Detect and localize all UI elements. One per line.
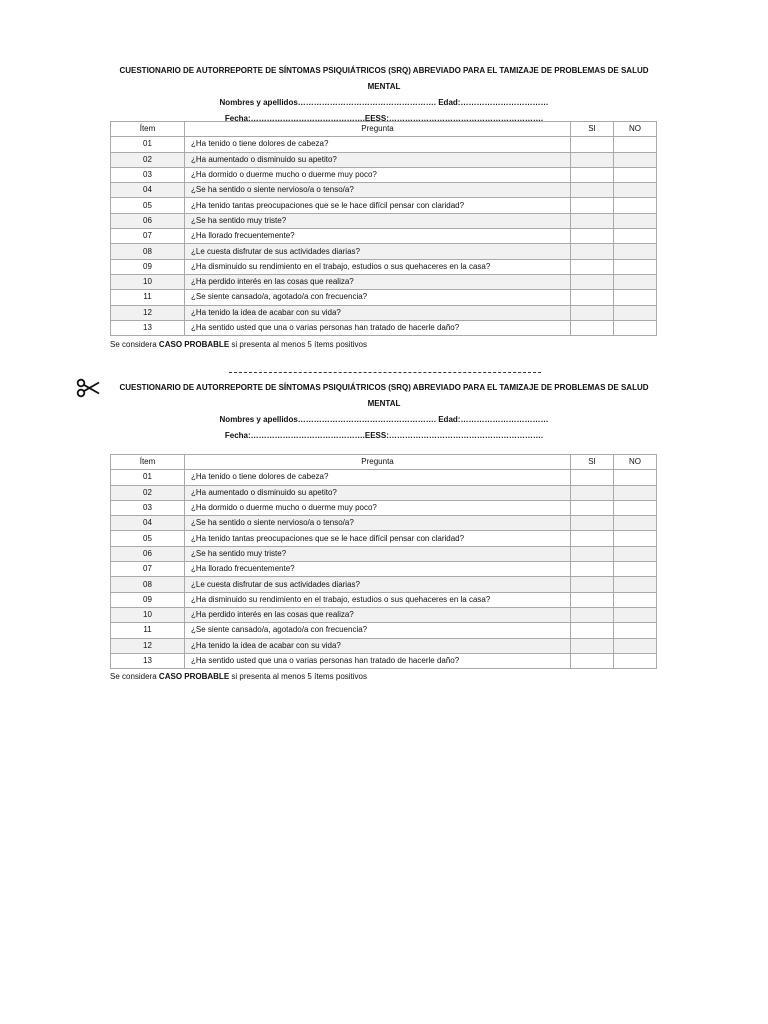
- item-number: 10: [111, 607, 185, 622]
- question-text: ¿Ha llorado frecuentemente?: [185, 229, 571, 244]
- table-row: [111, 653, 657, 668]
- item-number: 02: [111, 152, 185, 167]
- yes-cell[interactable]: [571, 229, 614, 244]
- form-title-line1: CUESTIONARIO DE AUTORREPORTE DE SÍNTOMAS PSIQUIÁTRICOS (SRQ) ABREVIADO PARA EL TAMIZAJE DE PROBLEMAS DE SALUD: [119, 66, 649, 75]
- yes-cell[interactable]: [571, 516, 614, 531]
- col-no-header: NO: [614, 455, 657, 470]
- scoring-note-1: [110, 339, 367, 351]
- table-row: [111, 244, 657, 259]
- question-text: ¿Se ha sentido o siente nervioso/a o tenso/a?: [185, 516, 571, 531]
- col-item-header: Ítem: [111, 122, 185, 137]
- no-cell[interactable]: [614, 653, 657, 668]
- yes-cell[interactable]: [571, 500, 614, 515]
- yes-cell[interactable]: [571, 592, 614, 607]
- item-number: 12: [111, 638, 185, 653]
- scoring-note-2: [110, 671, 367, 683]
- yes-cell[interactable]: [571, 213, 614, 228]
- item-number: 13: [111, 653, 185, 668]
- item-number: 06: [111, 546, 185, 561]
- no-cell[interactable]: [614, 623, 657, 638]
- item-number: 11: [111, 623, 185, 638]
- question-text: ¿Ha tenido o tiene dolores de cabeza?: [185, 137, 571, 152]
- table-row: [111, 259, 657, 274]
- table-row: [111, 623, 657, 638]
- question-text: ¿Ha disminuido su rendimiento en el trabajo, estudios o sus quehaceres en la casa?: [185, 592, 571, 607]
- table-row: [111, 137, 657, 152]
- table-row: [111, 470, 657, 485]
- item-number: 13: [111, 320, 185, 335]
- no-cell[interactable]: [614, 274, 657, 289]
- no-cell[interactable]: [614, 244, 657, 259]
- table-row: [111, 320, 657, 335]
- yes-cell[interactable]: [571, 152, 614, 167]
- question-text: ¿Ha sentido usted que una o varias personas han tratado de hacerle daño?: [185, 653, 571, 668]
- col-question-header: Pregunta: [185, 122, 571, 137]
- yes-cell[interactable]: [571, 137, 614, 152]
- yes-cell[interactable]: [571, 274, 614, 289]
- question-text: ¿Ha tenido la idea de acabar con su vida?: [185, 638, 571, 653]
- no-cell[interactable]: [614, 137, 657, 152]
- no-cell[interactable]: [614, 516, 657, 531]
- question-text: ¿Le cuesta disfrutar de sus actividades diarias?: [185, 577, 571, 592]
- yes-cell[interactable]: [571, 577, 614, 592]
- question-text: ¿Ha perdido interés en las cosas que realiza?: [185, 607, 571, 622]
- yes-cell[interactable]: [571, 638, 614, 653]
- table-row: [111, 213, 657, 228]
- question-text: ¿Se ha sentido muy triste?: [185, 213, 571, 228]
- question-text: ¿Ha disminuido su rendimiento en el trabajo, estudios o sus quehaceres en la casa?: [185, 259, 571, 274]
- note-emphasis: CASO PROBABLE: [158, 672, 230, 681]
- name-age-line: Nombres y apellidos……………………………………………. Edad:……………………………: [219, 98, 549, 107]
- table-row: [111, 229, 657, 244]
- question-text: ¿Ha dormido o duerme mucho o duerme muy poco?: [185, 500, 571, 515]
- item-number: 05: [111, 198, 185, 213]
- item-number: 02: [111, 485, 185, 500]
- yes-cell[interactable]: [571, 259, 614, 274]
- no-cell[interactable]: [614, 546, 657, 561]
- item-number: 08: [111, 244, 185, 259]
- question-text: ¿Ha tenido o tiene dolores de cabeza?: [185, 470, 571, 485]
- question-text: ¿Ha aumentado o disminuido su apetito?: [185, 152, 571, 167]
- no-cell[interactable]: [614, 305, 657, 320]
- table-row: [111, 290, 657, 305]
- yes-cell[interactable]: [571, 607, 614, 622]
- col-no-header: NO: [614, 122, 657, 137]
- item-number: 04: [111, 183, 185, 198]
- item-number: 09: [111, 592, 185, 607]
- table-row: [111, 546, 657, 561]
- yes-cell[interactable]: [571, 623, 614, 638]
- date-eess-line: Fecha:…………………………………….EESS:………………………………………………….: [224, 431, 544, 440]
- no-cell[interactable]: [614, 259, 657, 274]
- form-title-line1: CUESTIONARIO DE AUTORREPORTE DE SÍNTOMAS PSIQUIÁTRICOS (SRQ) ABREVIADO PARA EL TAMIZAJE DE PROBLEMAS DE SALUD: [119, 383, 649, 392]
- note-suffix: si presenta al menos 5 ítems positivos: [229, 340, 367, 349]
- table-row: [111, 531, 657, 546]
- form-title-line2: MENTAL: [367, 82, 401, 91]
- no-cell[interactable]: [614, 320, 657, 335]
- item-number: 03: [111, 500, 185, 515]
- no-cell[interactable]: [614, 152, 657, 167]
- yes-cell[interactable]: [571, 546, 614, 561]
- question-text: ¿Ha dormido o duerme mucho o duerme muy poco?: [185, 167, 571, 182]
- name-age-line: Nombres y apellidos……………………………………………. Edad:……………………………: [219, 415, 549, 424]
- no-cell[interactable]: [614, 562, 657, 577]
- table-header-row: [111, 455, 657, 470]
- item-number: 03: [111, 167, 185, 182]
- no-cell[interactable]: [614, 290, 657, 305]
- item-number: 08: [111, 577, 185, 592]
- yes-cell[interactable]: [571, 470, 614, 485]
- form-header-2: [0, 380, 768, 444]
- item-number: 10: [111, 274, 185, 289]
- col-item-header: Ítem: [111, 455, 185, 470]
- item-number: 12: [111, 305, 185, 320]
- note-emphasis: CASO PROBABLE: [158, 340, 230, 349]
- note-prefix: Se considera: [110, 340, 159, 349]
- item-number: 11: [111, 290, 185, 305]
- date-eess-line: Fecha:…………………………………….EESS:………………………………………………….: [224, 114, 544, 123]
- form-header-1: [0, 63, 768, 127]
- question-text: ¿Ha tenido tantas preocupaciones que se le hace difícil pensar con claridad?: [185, 198, 571, 213]
- table-header-row: [111, 122, 657, 137]
- no-cell[interactable]: [614, 607, 657, 622]
- yes-cell[interactable]: [571, 167, 614, 182]
- table-row: [111, 577, 657, 592]
- table-row: [111, 607, 657, 622]
- table-row: [111, 562, 657, 577]
- no-cell[interactable]: [614, 485, 657, 500]
- question-text: ¿Se ha sentido o siente nervioso/a o tenso/a?: [185, 183, 571, 198]
- table-row: [111, 500, 657, 515]
- table-row: [111, 152, 657, 167]
- question-text: ¿Ha perdido interés en las cosas que realiza?: [185, 274, 571, 289]
- table-row: [111, 183, 657, 198]
- table-row: [111, 274, 657, 289]
- note-prefix: Se considera: [110, 672, 159, 681]
- yes-cell[interactable]: [571, 198, 614, 213]
- questionnaire-table-1: [110, 121, 657, 336]
- item-number: 05: [111, 531, 185, 546]
- question-text: ¿Se siente cansado/a, agotado/a con frecuencia?: [185, 623, 571, 638]
- question-text: ¿Ha llorado frecuentemente?: [185, 562, 571, 577]
- item-number: 07: [111, 229, 185, 244]
- question-text: ¿Se ha sentido muy triste?: [185, 546, 571, 561]
- no-cell[interactable]: [614, 183, 657, 198]
- table-row: [111, 167, 657, 182]
- table-row: [111, 516, 657, 531]
- yes-cell[interactable]: [571, 183, 614, 198]
- yes-cell[interactable]: [571, 244, 614, 259]
- item-number: 06: [111, 213, 185, 228]
- question-text: ¿Ha tenido la idea de acabar con su vida?: [185, 305, 571, 320]
- col-yes-header: SI: [571, 455, 614, 470]
- no-cell[interactable]: [614, 638, 657, 653]
- table-row: [111, 305, 657, 320]
- table-row: [111, 485, 657, 500]
- question-text: ¿Se siente cansado/a, agotado/a con frecuencia?: [185, 290, 571, 305]
- no-cell[interactable]: [614, 167, 657, 182]
- no-cell[interactable]: [614, 229, 657, 244]
- note-suffix: si presenta al menos 5 ítems positivos: [229, 672, 367, 681]
- no-cell[interactable]: [614, 592, 657, 607]
- col-question-header: Pregunta: [185, 455, 571, 470]
- yes-cell[interactable]: [571, 531, 614, 546]
- no-cell[interactable]: [614, 198, 657, 213]
- yes-cell[interactable]: [571, 305, 614, 320]
- table-row: [111, 592, 657, 607]
- no-cell[interactable]: [614, 500, 657, 515]
- question-text: ¿Le cuesta disfrutar de sus actividades diarias?: [185, 244, 571, 259]
- yes-cell[interactable]: [571, 653, 614, 668]
- item-number: 09: [111, 259, 185, 274]
- yes-cell[interactable]: [571, 290, 614, 305]
- table-row: [111, 198, 657, 213]
- table-row: [111, 638, 657, 653]
- yes-cell[interactable]: [571, 485, 614, 500]
- item-number: 04: [111, 516, 185, 531]
- no-cell[interactable]: [614, 531, 657, 546]
- no-cell[interactable]: [614, 213, 657, 228]
- question-text: ¿Ha tenido tantas preocupaciones que se le hace difícil pensar con claridad?: [185, 531, 571, 546]
- item-number: 07: [111, 562, 185, 577]
- question-text: ¿Ha aumentado o disminuido su apetito?: [185, 485, 571, 500]
- item-number: 01: [111, 137, 185, 152]
- item-number: 01: [111, 470, 185, 485]
- yes-cell[interactable]: [571, 320, 614, 335]
- no-cell[interactable]: [614, 577, 657, 592]
- no-cell[interactable]: [614, 470, 657, 485]
- col-yes-header: SI: [571, 122, 614, 137]
- questionnaire-table-2: [110, 454, 657, 669]
- form-title-line2: MENTAL: [367, 399, 401, 408]
- question-text: ¿Ha sentido usted que una o varias personas han tratado de hacerle daño?: [185, 320, 571, 335]
- cut-line: [229, 372, 541, 373]
- yes-cell[interactable]: [571, 562, 614, 577]
